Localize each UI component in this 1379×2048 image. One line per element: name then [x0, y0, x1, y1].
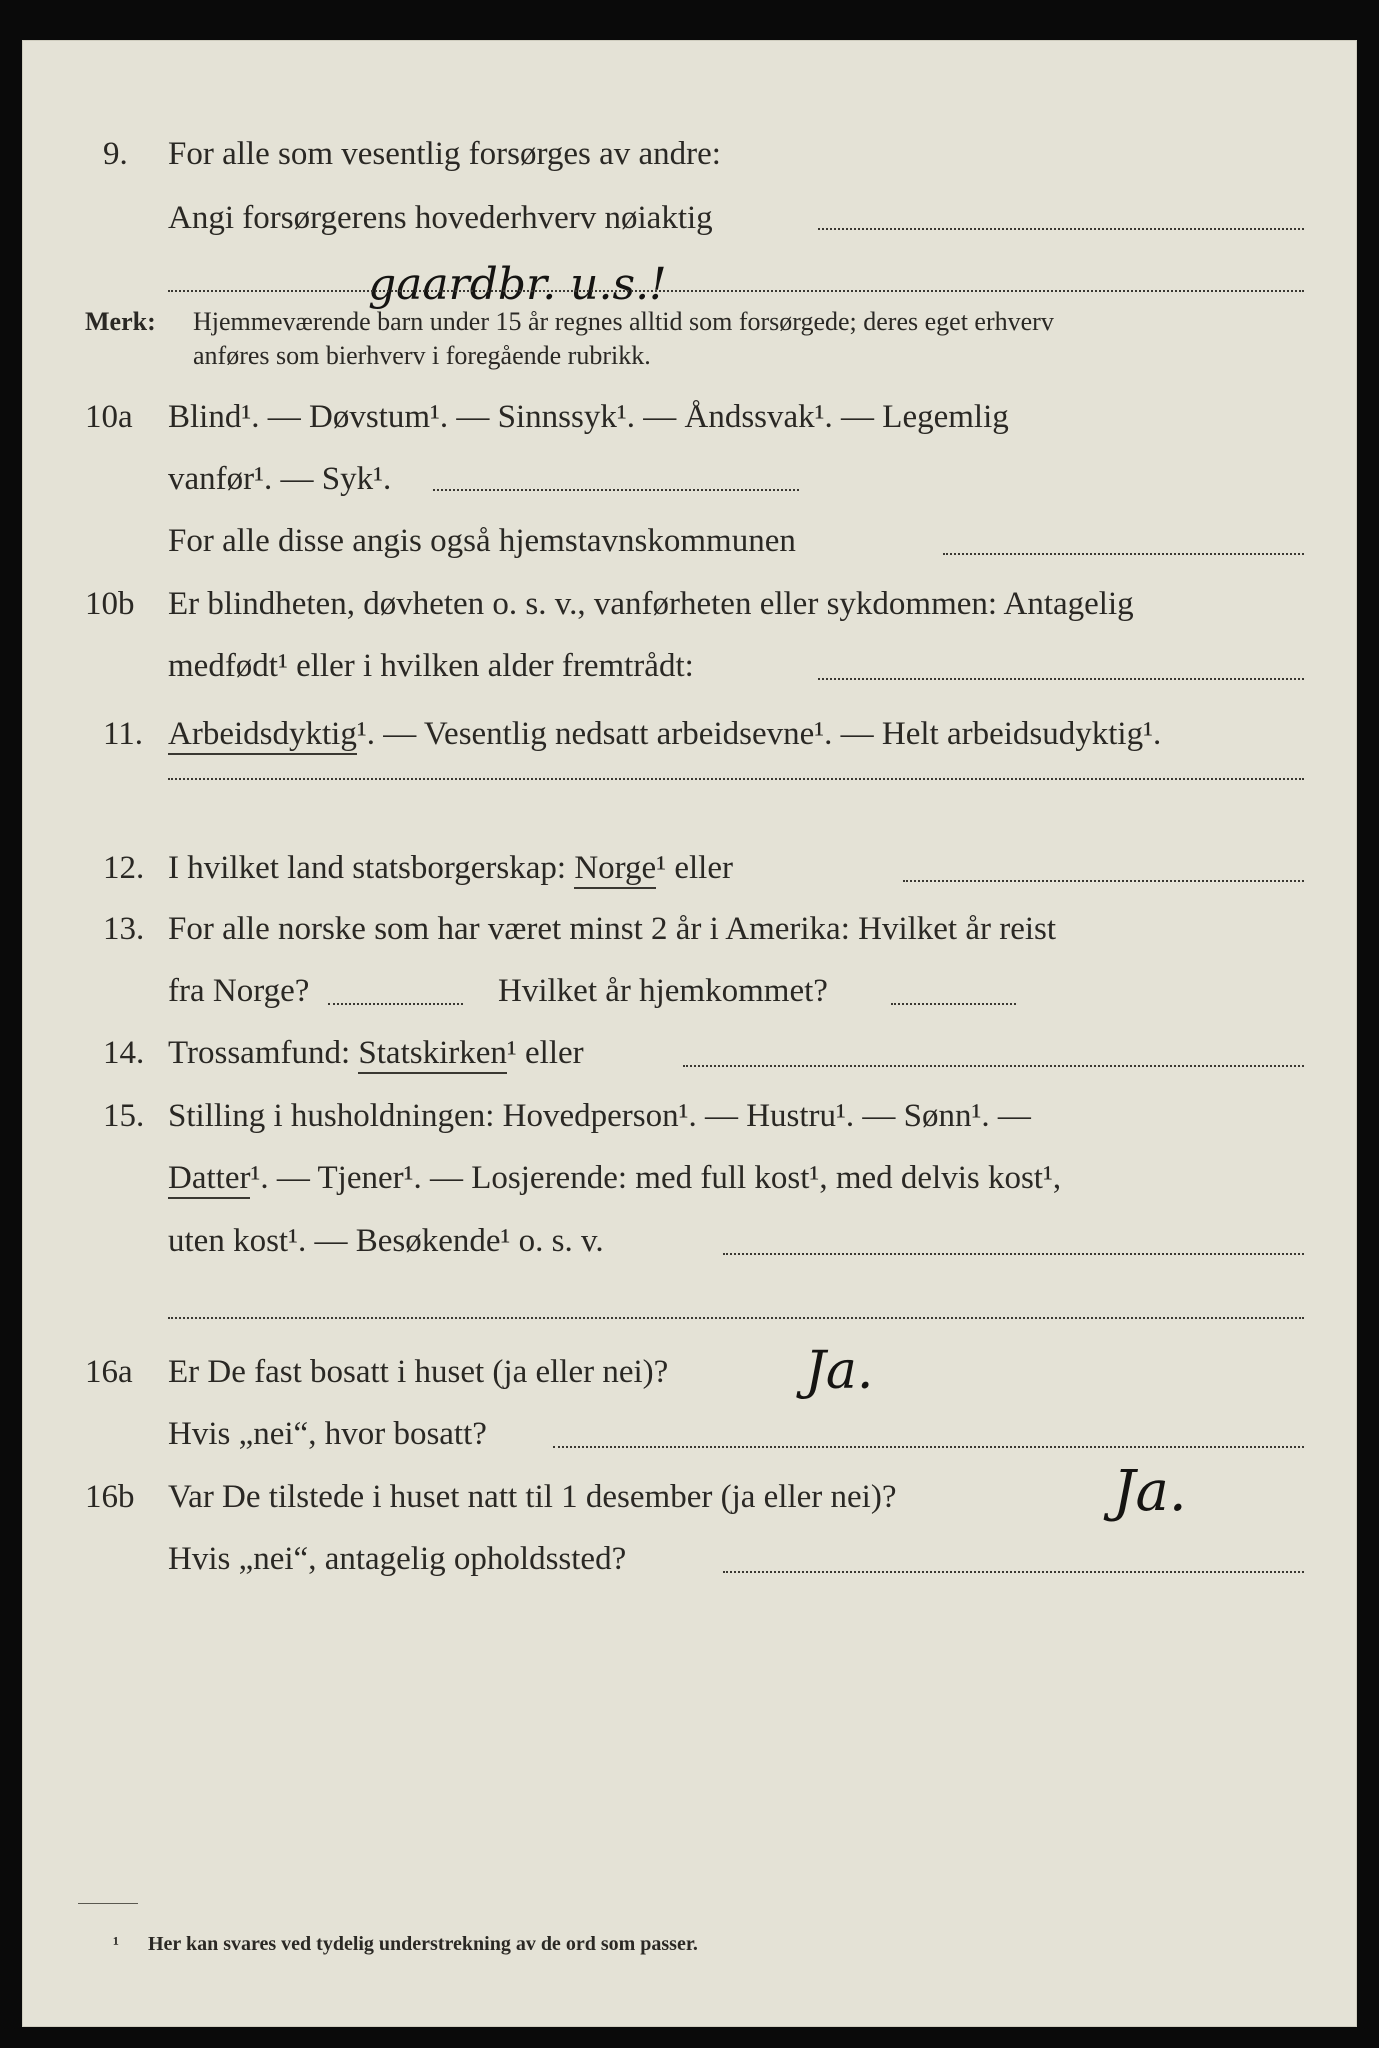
footnote-text: Her kan svares ved tydelig understrekning av de ord som passer.	[148, 1933, 698, 1955]
q12-line1	[168, 848, 733, 888]
footnote-rule	[78, 1903, 138, 1904]
q16b-line1: Var De tilstede i huset natt til 1 desember (ja eller nei)?	[168, 1479, 897, 1515]
item-number-16a: 16a	[85, 1354, 133, 1390]
q10b-line1: Er blindheten, døvheten o. s. v., vanførheten eller sykdommen: Antagelig	[168, 586, 1134, 622]
q12-fill-line	[903, 880, 1304, 882]
item-number-16b: 16b	[85, 1479, 135, 1515]
q10a-line3: For alle disse angis også hjemstavnskommunen	[168, 523, 796, 559]
q14-rest: ¹ eller	[506, 1035, 584, 1071]
merk-label: Merk:	[85, 307, 156, 336]
q15-line1: Stilling i husholdningen: Hovedperson¹. — Hustru¹. — Sønn¹. —	[168, 1098, 1031, 1134]
item-number-10b: 10b	[85, 586, 135, 622]
item-number-12: 12.	[103, 850, 145, 886]
q13-line1: For alle norske som har været minst 2 år i Amerika: Hvilket år reist	[168, 911, 1057, 947]
q11-fill-line	[168, 778, 1304, 780]
q13-line2b: Hvilket år hjemkommet?	[498, 973, 828, 1009]
q16a-handwritten-answer: Ja.	[805, 1341, 874, 1401]
q9-line2: Angi forsørgerens hovederhverv nøiaktig	[168, 200, 713, 236]
q10b-fill-line	[818, 678, 1304, 680]
q11-underlined-choice: Arbeidsdyktig	[168, 716, 357, 755]
q15-line3: uten kost¹. — Besøkende¹ o. s. v.	[168, 1223, 604, 1259]
q13-fill-line-2	[891, 1003, 1016, 1005]
q14-fill-line	[683, 1065, 1304, 1067]
item-number-14: 14.	[103, 1035, 145, 1071]
q15-fill-line-2	[168, 1317, 1304, 1319]
q10a-fill-line-2	[943, 553, 1304, 555]
q15-line2	[168, 1158, 1061, 1198]
q16a-line2: Hvis „nei“, hvor bosatt?	[168, 1416, 487, 1452]
q15-fill-line-1	[723, 1253, 1304, 1255]
q12-underlined-choice: Norge	[574, 850, 656, 889]
q16a-fill-line	[553, 1446, 1304, 1448]
q15-underlined-choice: Datter	[168, 1160, 250, 1199]
q10a-line2: vanfør¹. — Syk¹.	[168, 461, 392, 497]
item-number-13: 13.	[103, 911, 145, 947]
q13-line2a: fra Norge?	[168, 973, 310, 1009]
q9-fill-line	[818, 228, 1304, 230]
q16b-handwritten-answer: Ja.	[1113, 1459, 1187, 1524]
q16b-fill-line	[723, 1571, 1304, 1573]
item-number-10a: 10a	[85, 399, 133, 435]
item-number-9: 9.	[103, 136, 128, 172]
q11-line1	[168, 714, 1161, 754]
census-form-page	[22, 40, 1357, 2027]
q14-question: Trossamfund:	[168, 1035, 351, 1071]
q13-fill-line-1	[328, 1003, 463, 1005]
q16a-line1: Er De fast bosatt i huset (ja eller nei)?	[168, 1354, 669, 1390]
q9-line1: For alle som vesentlig forsørges av andre:	[168, 136, 721, 172]
q12-rest: ¹ eller	[656, 850, 733, 886]
q9-handwritten-answer: gaardbr. u.s.!	[368, 259, 667, 310]
q11-rest: ¹. — Vesentlig nedsatt arbeidsevne¹. — Helt arbeidsudyktig¹.	[356, 716, 1162, 752]
merk-line2: anføres som bierhverv i foregående rubrikk.	[193, 341, 651, 370]
q14-line1	[168, 1033, 584, 1073]
footnote-marker: ¹	[113, 1933, 119, 1955]
q14-underlined-choice: Statskirken	[358, 1035, 506, 1074]
q9-answer-line	[168, 290, 1304, 292]
q10a-line1: Blind¹. — Døvstum¹. — Sinnssyk¹. — Åndssvak¹. — Legemlig	[168, 399, 1009, 435]
merk-line1: Hjemmeværende barn under 15 år regnes alltid som forsørgede; deres eget erhverv	[193, 307, 1054, 336]
item-number-11: 11.	[103, 716, 144, 752]
q12-question: I hvilket land statsborgerskap:	[168, 850, 567, 886]
q10b-line2: medfødt¹ eller i hvilken alder fremtrådt:	[168, 648, 694, 684]
item-number-15: 15.	[103, 1098, 145, 1134]
q10a-fill-line-1	[433, 489, 799, 491]
q16b-line2: Hvis „nei“, antagelig opholdssted?	[168, 1541, 627, 1577]
q15-rest: ¹. — Tjener¹. — Losjerende: med full kost¹, med delvis kost¹,	[250, 1160, 1062, 1196]
